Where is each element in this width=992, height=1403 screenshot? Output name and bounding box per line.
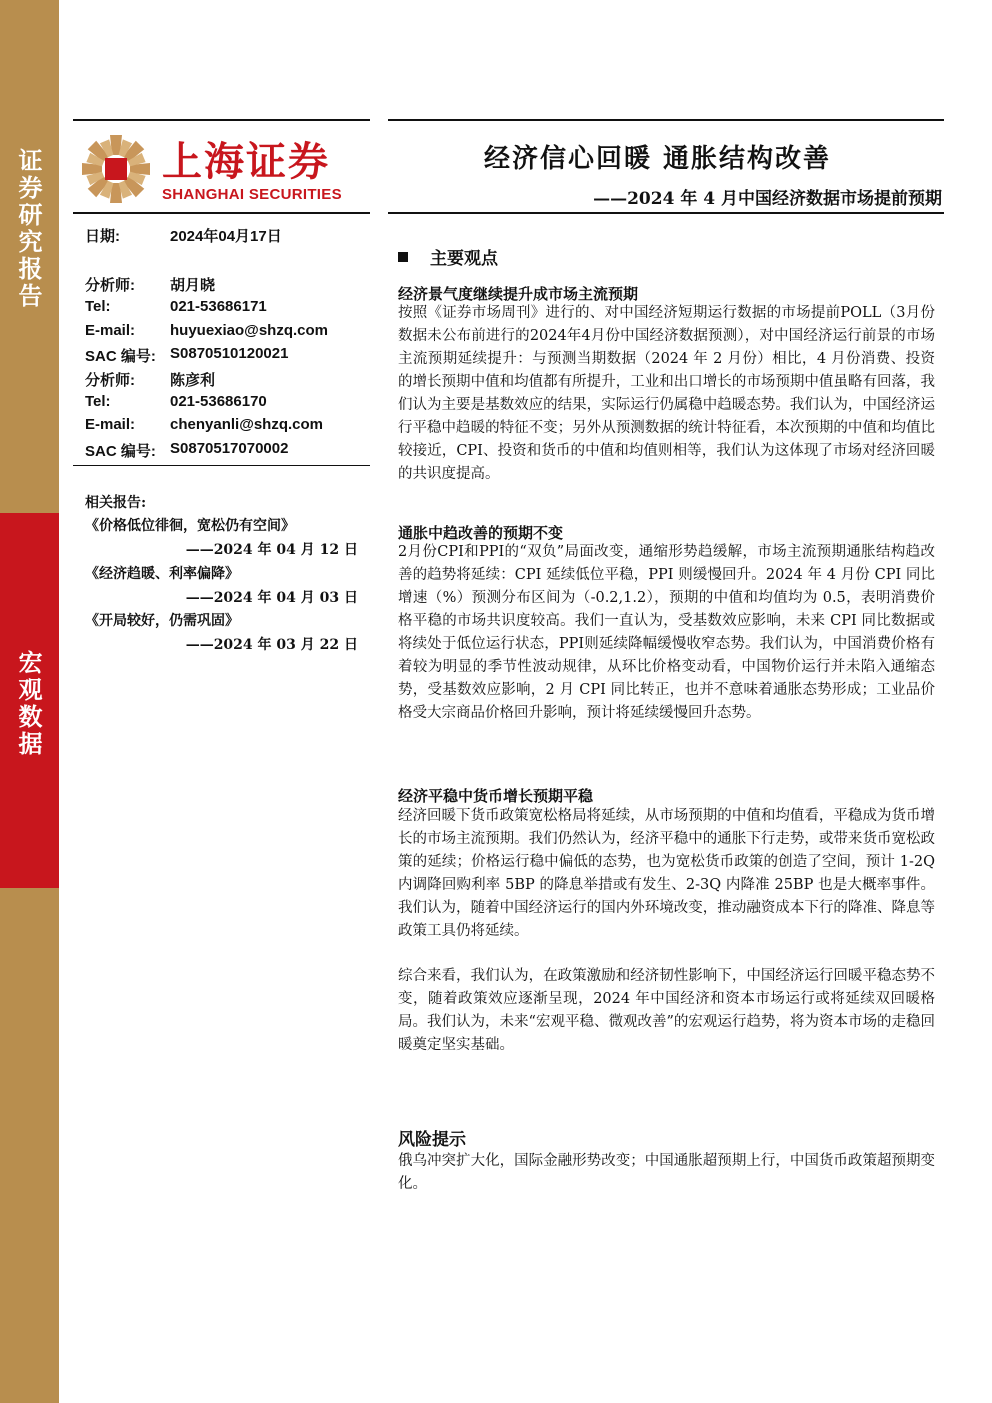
- tel1-value: 021-53686171: [170, 298, 267, 315]
- analyst2-label: 分析师:: [85, 372, 135, 389]
- tel2-label: Tel:: [85, 393, 111, 410]
- company-name-en: SHANGHAI SECURITIES: [162, 186, 342, 203]
- main-points-heading: [398, 244, 498, 269]
- email2-label: E-mail:: [85, 416, 136, 433]
- bullet-square-icon: [398, 252, 408, 262]
- summary-paragraph: 综合来看，我们认为，在政策激励和经济韧性影响下，中国经济运行回暖平稳态势不变，随着政策效应逐渐呈现，2024 年中国经济和资本市场运行或将延续双回暖格局。我们认为，未来“宏观平稳、微观改善”的宏观运行趋势，将为资本市场的走稳回暖奠定坚实基础。: [398, 968, 935, 1053]
- email2-value[interactable]: chenyanli@shzq.com: [170, 416, 323, 433]
- sidebar-category: 宏观数据: [18, 649, 43, 758]
- block-paragraph: 2月份CPI和PPI的“双负”局面改变，通缩形势趋缓解，市场主流预期通胀结构趋改善的趋势将延续：CPI 延续低位平稳，PPI 则缓慢回升。2024 年 4 月份 CPI 同比增速（%）预测分布区间为（-0.2,1.2），预期的中值和均值均为 0.5，表明消费价格平稳的市场共识度较高。我们一直认为，受基数效应影响，未来 CPI 同比数据或将续处于低位运行状态，PPI则延续降幅缓慢收窄态势。我们认为，中国消费价格有着较为明显的季节性波动规律，从环比价格变动看，中国物价运行并未陷入通缩态势，受基数效应影响，2 月 CPI 同比转正，也并不意味着通胀态势形成；工业品价格受大宗商品价格回升影响，预计将延续缓慢回升态势。: [398, 544, 935, 721]
- block-heading: 经济平稳中货币增长预期平稳: [398, 787, 594, 805]
- email1-value[interactable]: huyuexiao@shzq.com: [170, 322, 328, 339]
- analyst1-label: 分析师:: [85, 277, 135, 294]
- block-heading: 通胀中趋改善的预期不变: [398, 524, 564, 542]
- analyst2-name: 陈彦利: [170, 372, 216, 389]
- related-report-date: ——2024 年 04 月 03 日: [185, 590, 358, 606]
- report-title: 经济信心回暖 通胀结构改善: [484, 144, 832, 174]
- sac1-label: SAC 编号:: [85, 348, 156, 365]
- date-label: 日期:: [85, 228, 120, 245]
- info-bottom-rule: [73, 465, 370, 466]
- analyst1-name: 胡月晓: [170, 277, 216, 294]
- sac2-label: SAC 编号:: [85, 443, 156, 460]
- risk-heading: 风险提示: [398, 1130, 466, 1150]
- main-points-title: 主要观点: [430, 249, 498, 269]
- tel1-label: Tel:: [85, 298, 111, 315]
- tel2-value: 021-53686170: [170, 393, 267, 410]
- right-top-rule: [388, 119, 944, 121]
- email1-label: E-mail:: [85, 322, 136, 339]
- related-report-date: ——2024 年 04 月 12 日: [185, 542, 358, 558]
- date-value: 2024年04月17日: [170, 228, 282, 245]
- title-rule: [388, 212, 944, 214]
- related-report-title[interactable]: 《开局较好，仍需巩固》: [85, 613, 239, 629]
- left-logo-rule: [73, 212, 370, 214]
- left-top-rule: [73, 119, 370, 121]
- related-report-title[interactable]: 《经济趋暖、利率偏降》: [85, 566, 239, 582]
- sac1-value: S0870510120021: [170, 345, 289, 362]
- related-label: 相关报告:: [85, 495, 147, 511]
- sac2-value: S0870517070002: [170, 440, 289, 457]
- report-subtitle: ——2024 年 4 月中国经济数据市场提前预期: [593, 189, 942, 209]
- company-name-cn: 上海证券: [162, 139, 330, 185]
- company-logo-icon: [80, 133, 152, 205]
- block-paragraph: 经济回暖下货币政策宽松格局将延续，从市场预期的中值和均值看，平稳成为货币增长的市场主流预期。我们仍然认为，经济平稳中的通胀下行走势，或带来货币宽松政策的延续；价格运行稳中偏低的态势，也为宽松货币政策的创造了空间，预计 1-2Q 内调降回购利率 5BP 的降息举措或有发生、2-3Q 内降准 25BP 也是大概率事件。我们认为，随着中国经济运行的国内外环境改变，推动融资成本下行的降准、降息等政策工具仍将延续。: [398, 808, 935, 939]
- related-report-date: ——2024 年 03 月 22 日: [185, 637, 358, 653]
- block-heading: 经济景气度继续提升成市场主流预期: [398, 285, 639, 303]
- related-report-title[interactable]: 《价格低位徘徊，宽松仍有空间》: [85, 518, 295, 534]
- block-paragraph: 按照《证券市场周刊》进行的、对中国经济短期运行数据的市场提前POLL（3月份数据未公布前进行的2024年4月份中国经济数据预测），对中国经济运行前景的市场主流预期延续提升：与预测当期数据（2024 年 2 月份）相比，4 月份消费、投资的增长预期中值和均值都有所提升，工业和出口增长的市场预期中值虽略有回落，我们认为主要是基数效应的结果，实际运行仍属稳中趋暖态势。我们认为，中国经济运行平稳中趋暖的特征不变；另外从预测数据的统计特征看，本次预期的中值和均值比较接近，CPI、投资和货币的中值和均值则相等，我们认为这体现了市场对经济回暖的共识度提高。: [398, 305, 935, 482]
- risk-paragraph: 俄乌冲突扩大化，国际金融形势改变；中国通胀超预期上行，中国货币政策超预期变化。: [398, 1153, 935, 1192]
- sidebar-report-type: 证券研究报告: [18, 147, 43, 310]
